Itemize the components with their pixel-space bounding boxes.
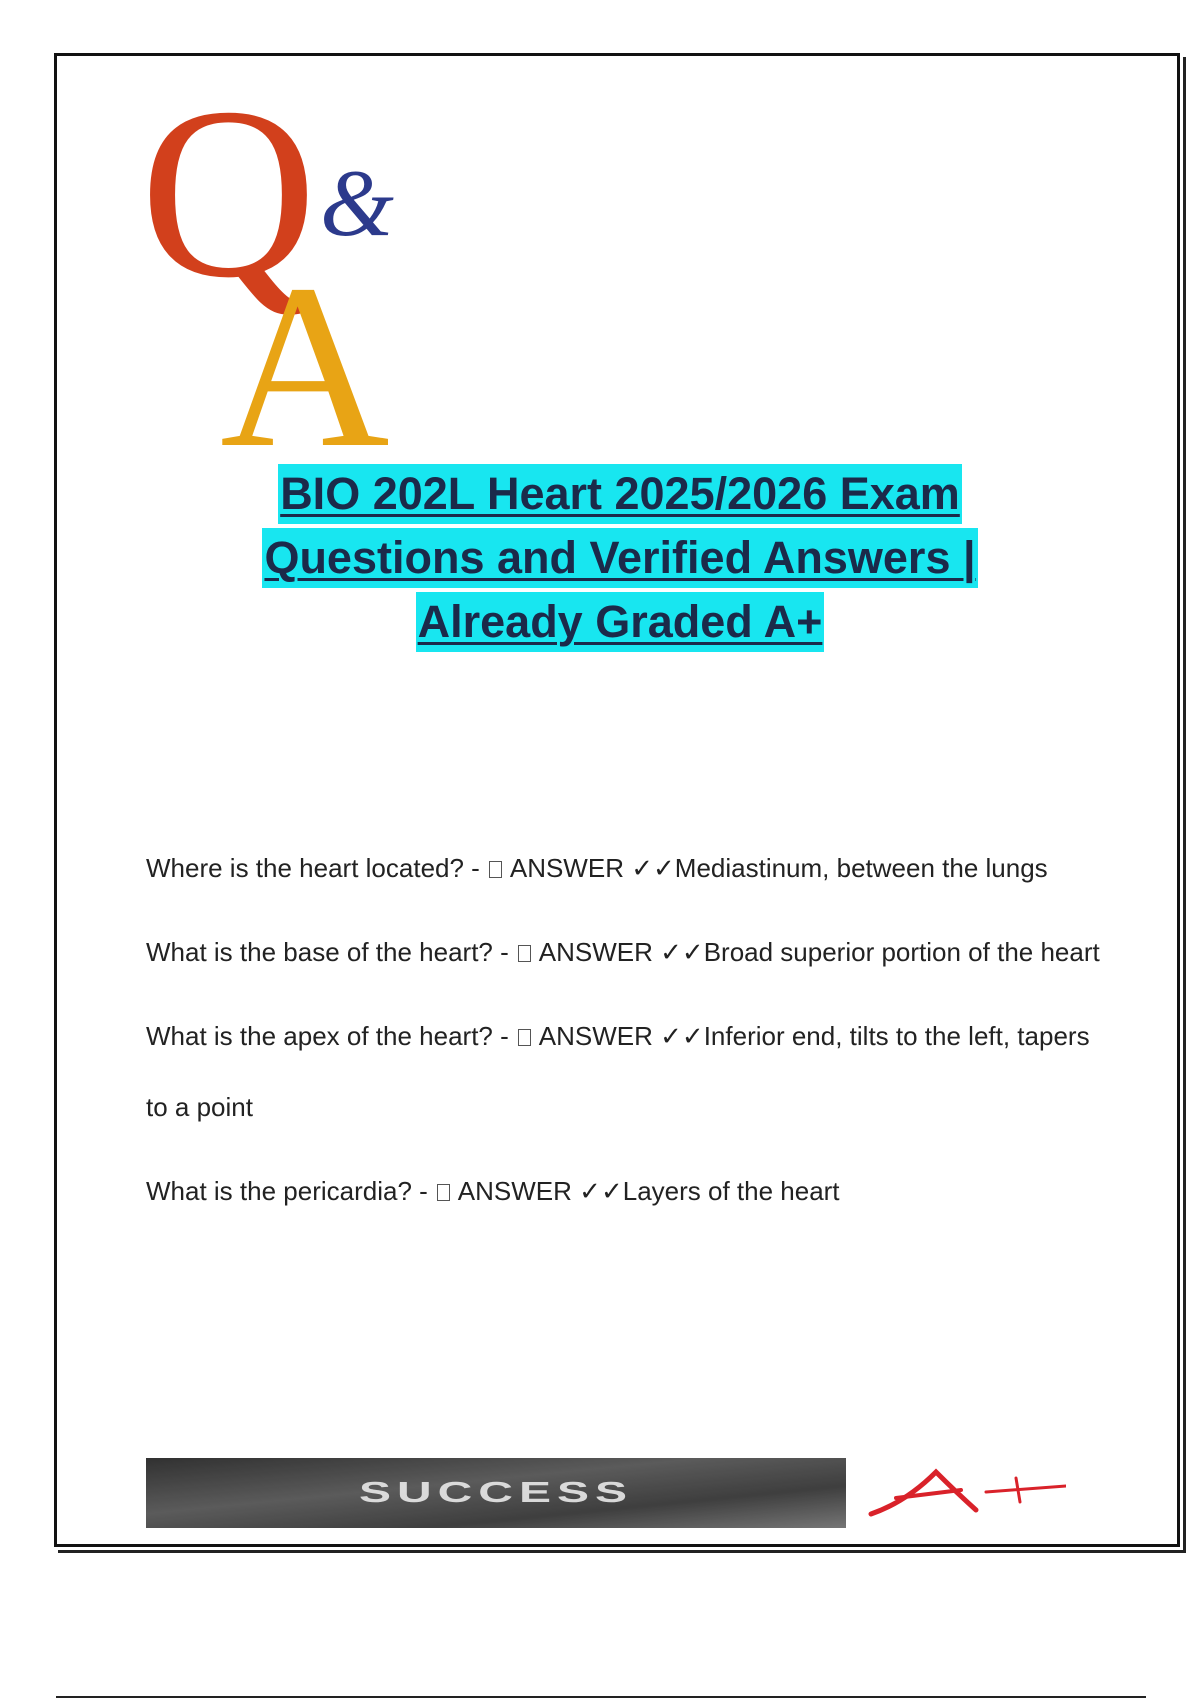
- question-text: What is the base of the heart? -: [146, 937, 516, 967]
- answer-text: Layers of the heart: [622, 1176, 840, 1206]
- qa-item: [146, 917, 1106, 988]
- qa-item: [146, 1156, 1106, 1227]
- answer-label: ANSWER: [504, 853, 632, 883]
- qa-item: [146, 833, 1106, 904]
- answer-label: ANSWER: [532, 937, 661, 967]
- check-icon: ✓✓: [660, 937, 704, 967]
- grade-mark: [866, 1462, 1066, 1522]
- qa-item: [146, 1001, 1106, 1143]
- answer-label: ANSWER: [532, 1021, 661, 1051]
- answer-text: Inferior end, tilts to the left, tapers to a point: [146, 1021, 1090, 1122]
- grade-text: A+: [866, 1462, 868, 1463]
- answer-text: Mediastinum, between the lungs: [674, 853, 1048, 883]
- qa-logo: [140, 70, 440, 460]
- check-icon: ✓✓: [579, 1176, 623, 1206]
- check-icon: ✓✓: [631, 853, 675, 883]
- qa-list: [146, 833, 1106, 1240]
- title-line-2: Questions and Verified Answers |: [262, 528, 977, 588]
- success-banner: [146, 1458, 846, 1528]
- logo-ampersand: &: [320, 150, 394, 256]
- title-line-1: BIO 202L Heart 2025/2026 Exam: [278, 464, 962, 524]
- check-icon: ✓✓: [660, 1021, 704, 1051]
- answer-text: Broad superior portion of the heart: [703, 937, 1100, 967]
- title-line-3: Already Graded A+: [416, 592, 825, 652]
- question-text: What is the apex of the heart? -: [146, 1021, 516, 1051]
- missing-glyph-icon: [518, 945, 531, 962]
- question-text: Where is the heart located? -: [146, 853, 488, 883]
- answer-label: ANSWER: [452, 1176, 580, 1206]
- document-title: [150, 462, 1090, 654]
- logo-a: A: [220, 236, 390, 460]
- missing-glyph-icon: [489, 861, 502, 878]
- question-text: What is the pericardia? -: [146, 1176, 436, 1206]
- success-text: SUCCESS: [358, 1476, 634, 1509]
- missing-glyph-icon: [518, 1029, 531, 1046]
- bottom-rule: [56, 1696, 1146, 1698]
- logo-q: Q: [140, 70, 317, 328]
- missing-glyph-icon: [437, 1184, 450, 1201]
